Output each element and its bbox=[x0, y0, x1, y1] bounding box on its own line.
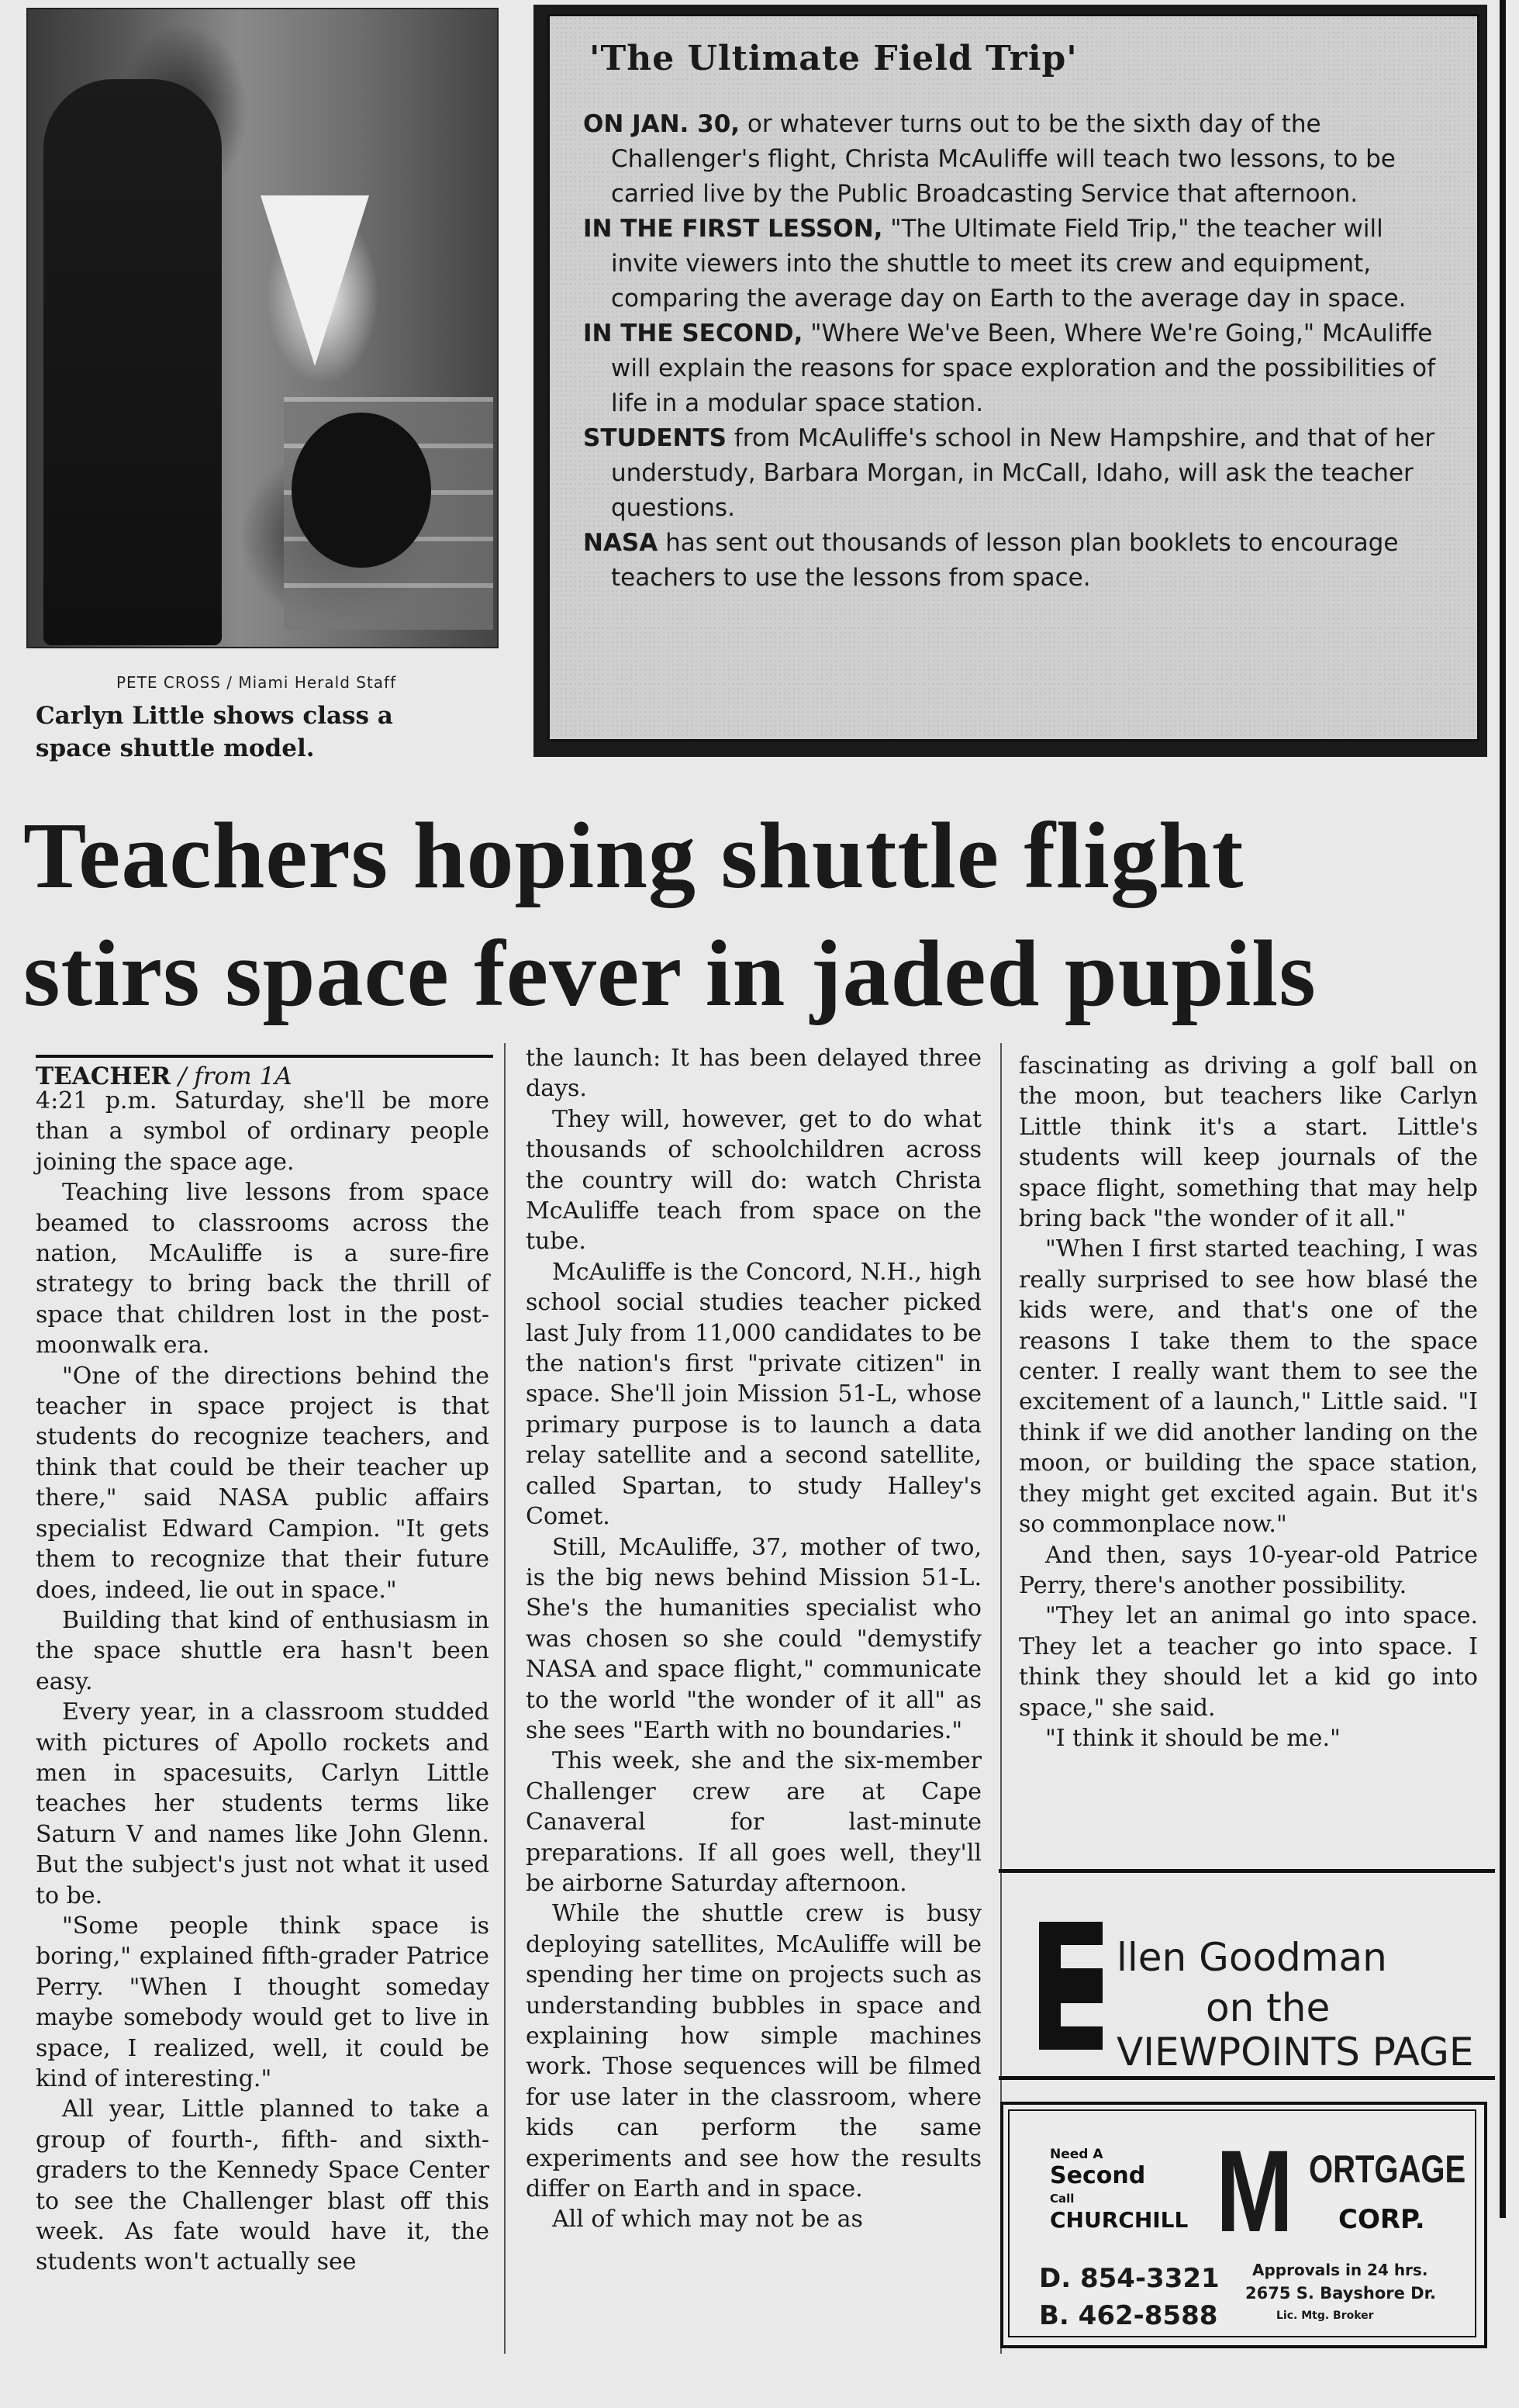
article-paragraph: This week, she and the six-member Challenger crew are at Cape Canaveral for last-minute preparations. If all goes well, they'll be airborne Saturday afternoon. bbox=[526, 1747, 982, 1897]
sidebar-item: ON JAN. 30, or whatever turns out to be the sixth day of the Challenger's flight, Christa McAuliffe will teach two lessons, to be carried live by the Public Broadcasting Service that afternoon. bbox=[583, 110, 1396, 208]
article-column-2 bbox=[526, 1043, 982, 2235]
article-paragraph: "They let an animal go into space. They let a teacher go into space. I think they should let a kid go into space," she said. bbox=[1019, 1602, 1478, 1722]
photo-teacher-figure bbox=[43, 79, 222, 645]
article-paragraph: Teaching live lessons from space beamed to classrooms across the nation, McAuliffe is a sure-fire strategy to bring back the thrill of space that children lost in the post-moonwalk era. bbox=[36, 1179, 489, 1359]
ad-address: 2675 S. Bayshore Dr. bbox=[1245, 2284, 1436, 2303]
ad-need-text: Need A bbox=[1050, 2147, 1103, 2162]
article-paragraph: "When I first started teaching, I was really surprised to see how blasé the kids were, and that's one of the reasons I take them to the space center. I really want them to see the excitement of a launch," Little said. "I think if we did another landing on the moon, or building the space station, they might get excited again. But it's so commonplace now." bbox=[1019, 1235, 1478, 1539]
sidebar-item: IN THE FIRST LESSON, "The Ultimate Field Trip," the teacher will invite viewers into the shuttle to meet its crew and equipment, comparing the average day on Earth to the average day in space. bbox=[583, 215, 1407, 313]
ad-m-logo: M bbox=[1216, 2126, 1293, 2256]
sidebar-text bbox=[583, 107, 1444, 596]
sidebar-title: 'The Ultimate Field Trip' bbox=[589, 39, 1078, 78]
promo-initial-e bbox=[1039, 1922, 1103, 2050]
ad-approvals: Approvals in 24 hrs. bbox=[1252, 2261, 1428, 2279]
photo-teacher-shuttle-model bbox=[26, 8, 499, 648]
article-paragraph: All year, Little planned to take a group of fourth-, fifth- and sixth-graders to the Kennedy Space Center to see the Challenger blast off this week. As fate would have it, the students won't actually see bbox=[36, 2095, 489, 2276]
photo-shuttle-model bbox=[261, 195, 369, 366]
article-column-3 bbox=[1019, 1051, 1478, 1753]
article-paragraph: Every year, in a classroom studded with pictures of Apollo rockets and men in spacesuits, Carlyn Little teaches her students terms like Saturn V and names like John Glenn. But the subject's just not what it used to be. bbox=[36, 1698, 489, 1909]
jump-rule bbox=[36, 1055, 493, 1058]
sidebar-item: IN THE SECOND, "Where We've Been, Where We're Going," McAuliffe will explain the reasons for space exploration and the possibilities of life in a modular space station. bbox=[583, 320, 1436, 417]
caption-line: space shuttle model. bbox=[36, 734, 315, 762]
ad-mortgage-text: ORTGAGE bbox=[1309, 2147, 1466, 2191]
ad-corp-text: CORP. bbox=[1338, 2204, 1425, 2235]
ad-phone-2: B. 462-8588 bbox=[1039, 2300, 1218, 2331]
article-paragraph: Building that kind of enthusiasm in the space shuttle era hasn't been easy. bbox=[36, 1606, 489, 1695]
headline-line: stirs space fever in jaded pupils bbox=[23, 921, 1317, 1026]
article-paragraph: 4:21 p.m. Saturday, she'll be more than a symbol of ordinary people joining the space age. bbox=[36, 1087, 489, 1176]
caption-line: Carlyn Little shows class a bbox=[36, 702, 393, 730]
ad-call-text: Call bbox=[1050, 2192, 1075, 2206]
page-edge-rule bbox=[1500, 0, 1506, 2218]
photo-caption bbox=[36, 700, 501, 765]
article-paragraph: "I think it should be me." bbox=[1045, 1724, 1341, 1752]
article-paragraph: They will, however, get to do what thousands of schoolchildren across the country will do: watch Christa McAuliffe teach from space on the tube. bbox=[526, 1105, 982, 1256]
ad-churchill-text: CHURCHILL bbox=[1050, 2207, 1189, 2233]
article-paragraph: All of which may not be as bbox=[552, 2206, 863, 2234]
photo-student-head bbox=[292, 413, 431, 568]
article-paragraph: the launch: It has been delayed three days. bbox=[526, 1045, 982, 1103]
article-paragraph: "One of the directions behind the teacher in space project is that students do recognize teachers, and think that could be their teacher up there," said NASA public affairs specialist Edward Campion. "It gets them to recognize that their future does, indeed, lie out in space." bbox=[36, 1362, 489, 1604]
column-rule bbox=[504, 1043, 506, 2354]
sidebar-item: NASA has sent out thousands of lesson plan booklets to encourage teachers to use the lessons from space. bbox=[583, 529, 1399, 592]
jump-line: TEACHER / from 1A bbox=[36, 1062, 292, 1090]
ad-second-text: Second bbox=[1050, 2162, 1146, 2189]
headline-line: Teachers hoping shuttle flight bbox=[23, 803, 1245, 908]
ad-phone-1: D. 854-3321 bbox=[1039, 2263, 1220, 2294]
article-column-1 bbox=[36, 1086, 489, 2278]
promo-line: VIEWPOINTS PAGE bbox=[1117, 2030, 1474, 2075]
promo-line: llen Goodman bbox=[1117, 1935, 1387, 1980]
sidebar-item: STUDENTS from McAuliffe's school in New Hampshire, and that of her understudy, Barbara Morgan, in McCall, Idaho, will ask the teacher questions. bbox=[583, 424, 1435, 522]
article-paragraph: McAuliffe is the Concord, N.H., high school social studies teacher picked last July from 11,000 candidates to be the nation's first "private citizen" in space. She'll join Mission 51-L, whose primary purpose is to launch a data relay satellite and a second satellite, called Spartan, to study Halley's Comet. bbox=[526, 1258, 982, 1531]
article-paragraph: "Some people think space is boring," explained fifth-grader Patrice Perry. "When I thought someday maybe somebody would get to live in space, I realized, well, it could be kind of interesting." bbox=[36, 1912, 489, 2092]
photo-credit: PETE CROSS / Miami Herald Staff bbox=[116, 673, 397, 692]
article-paragraph: Still, McAuliffe, 37, mother of two, is the big news behind Mission 51-L. She's the humanities specialist who was chosen so she could "demystify NASA and space flight," communicate to the world "the wonder of it all" as she sees "Earth with no boundaries." bbox=[526, 1533, 982, 1744]
article-paragraph: While the shuttle crew is busy deploying satellites, McAuliffe will be spending her time on projects such as understanding bubbles in space and explaining how simple machines work. Those sequences will be filmed for use later in the classroom, where kids can perform the same experiments and see how the results differ on Earth and in space. bbox=[526, 1900, 982, 2203]
article-paragraph: And then, says 10-year-old Patrice Perry, there's another possibility. bbox=[1019, 1541, 1478, 1599]
ad-license: Lic. Mtg. Broker bbox=[1276, 2310, 1374, 2322]
article-paragraph: fascinating as driving a golf ball on the moon, but teachers like Carlyn Little think it's a start. Little's students will keep journals of the space flight, something that may help bring back "the wonder of it all." bbox=[1019, 1052, 1478, 1233]
promo-line: on the bbox=[1206, 1985, 1331, 2030]
headline bbox=[23, 797, 1497, 1033]
